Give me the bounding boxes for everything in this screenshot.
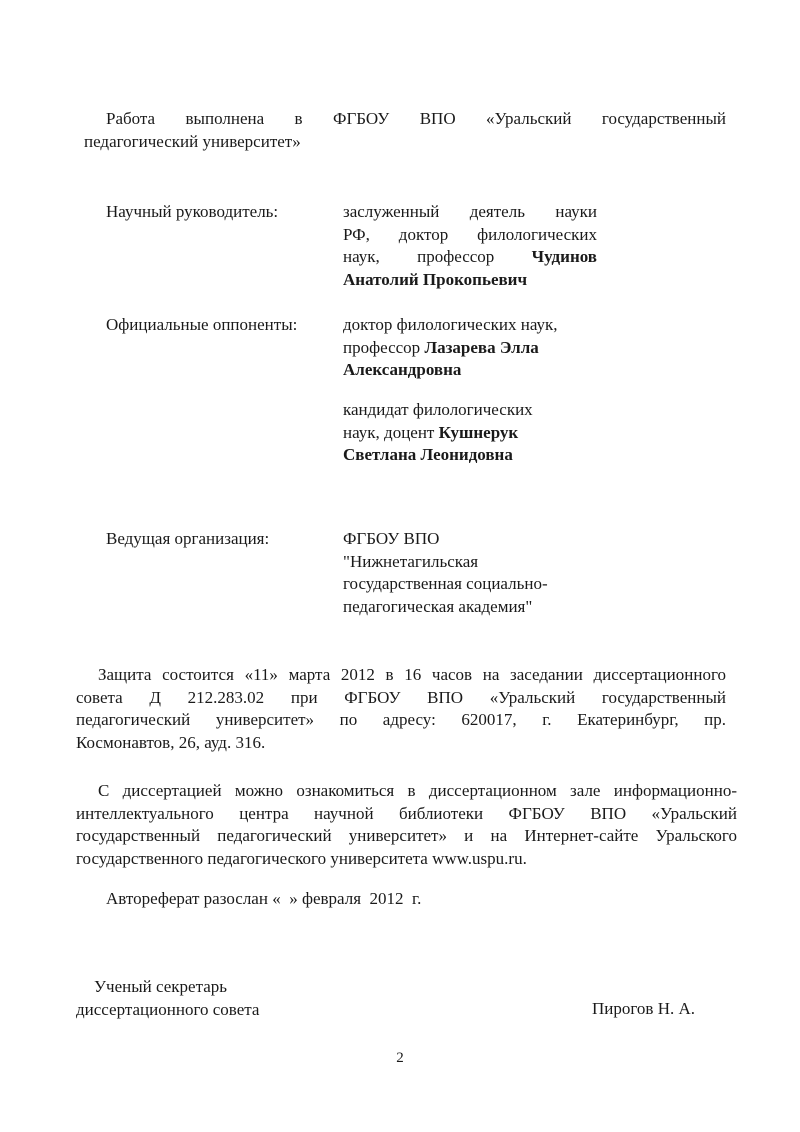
library-line-1: С диссертацией можно ознакомиться в диссертационном зале информационно-	[98, 781, 737, 800]
defense-line-2: совета Д 212.283.02 при ФГБОУ ВПО «Уральский государственный	[76, 687, 726, 707]
opponent-second-name: Светлана Леонидовна	[343, 445, 513, 464]
opponent-second	[343, 399, 597, 467]
opponent-second-line-2-prefix: наук, доцент	[343, 422, 439, 442]
library-paragraph	[76, 780, 737, 870]
opponent-first-patronymic: Александровна	[343, 360, 462, 379]
library-line-4: государственного педагогического университета www.uspu.ru.	[76, 848, 527, 868]
supervisor-name: Анатолий Прокопьевич	[343, 269, 528, 289]
secretary-title: Ученый секретарь	[94, 977, 228, 996]
leading-org-line-3: государственная социально-	[343, 574, 548, 593]
opponent-first-line-2-prefix: профессор	[343, 337, 425, 357]
opponent-second-line-1: кандидат филологических	[343, 400, 533, 419]
secretary-block	[76, 976, 376, 1021]
secretary-council: диссертационного совета	[76, 999, 260, 1019]
secretary-name: Пирогов Н. А.	[592, 999, 696, 1018]
intro-line-2: педагогический университет»	[84, 131, 301, 151]
supervisor-surname: Чудинов	[531, 247, 597, 266]
defense-line-4: Космонавтов, 26, ауд. 316.	[76, 732, 266, 752]
supervisor-label: Научный руководитель:	[106, 202, 279, 221]
page-number: 2	[396, 1050, 404, 1066]
opponent-first-line-1: доктор филологических наук,	[343, 315, 558, 334]
defense-line-1: Защита состоится «11» марта 2012 в 16 часов на заседании диссертационного	[98, 665, 726, 684]
dispatched-line: Автореферат разослан « » февраля 2012 г.	[106, 889, 422, 908]
supervisor-line-1: заслуженный деятель науки	[343, 202, 597, 221]
defense-paragraph	[76, 664, 726, 754]
library-line-2: интеллектуального центра научной библиотеки ФГБОУ ВПО «Уральский	[76, 803, 737, 823]
opponent-first-name: Лазарева Элла	[424, 337, 539, 357]
opponent-second-line-2	[343, 422, 597, 445]
leading-org-line-4: педагогическая академия"	[343, 596, 533, 616]
intro-paragraph	[84, 108, 726, 153]
supervisor-text	[343, 201, 597, 291]
leading-org-label: Ведущая организация:	[106, 529, 270, 548]
opponent-second-surname: Кушнерук	[438, 422, 519, 442]
leading-org-text	[343, 528, 597, 618]
supervisor-line-3	[343, 246, 597, 269]
library-line-3: государственный педагогический университет» и на Интернет-сайте Уральского	[76, 826, 737, 845]
supervisor-line-2: РФ, доктор филологических	[343, 224, 597, 244]
supervisor-line-3-prefix: наук, профессор	[343, 247, 532, 266]
intro-line-1: Работа выполнена в ФГБОУ ВПО «Уральский государственный	[106, 109, 726, 128]
defense-line-3: педагогический университет» по адресу: 620017, г. Екатеринбург, пр.	[76, 710, 726, 729]
opponent-first	[343, 314, 597, 382]
opponents-label: Официальные оппоненты:	[106, 315, 298, 334]
opponent-first-line-2	[343, 337, 597, 360]
leading-org-line-1: ФГБОУ ВПО	[343, 529, 440, 548]
leading-org-line-2: "Нижнетагильская	[343, 551, 479, 571]
